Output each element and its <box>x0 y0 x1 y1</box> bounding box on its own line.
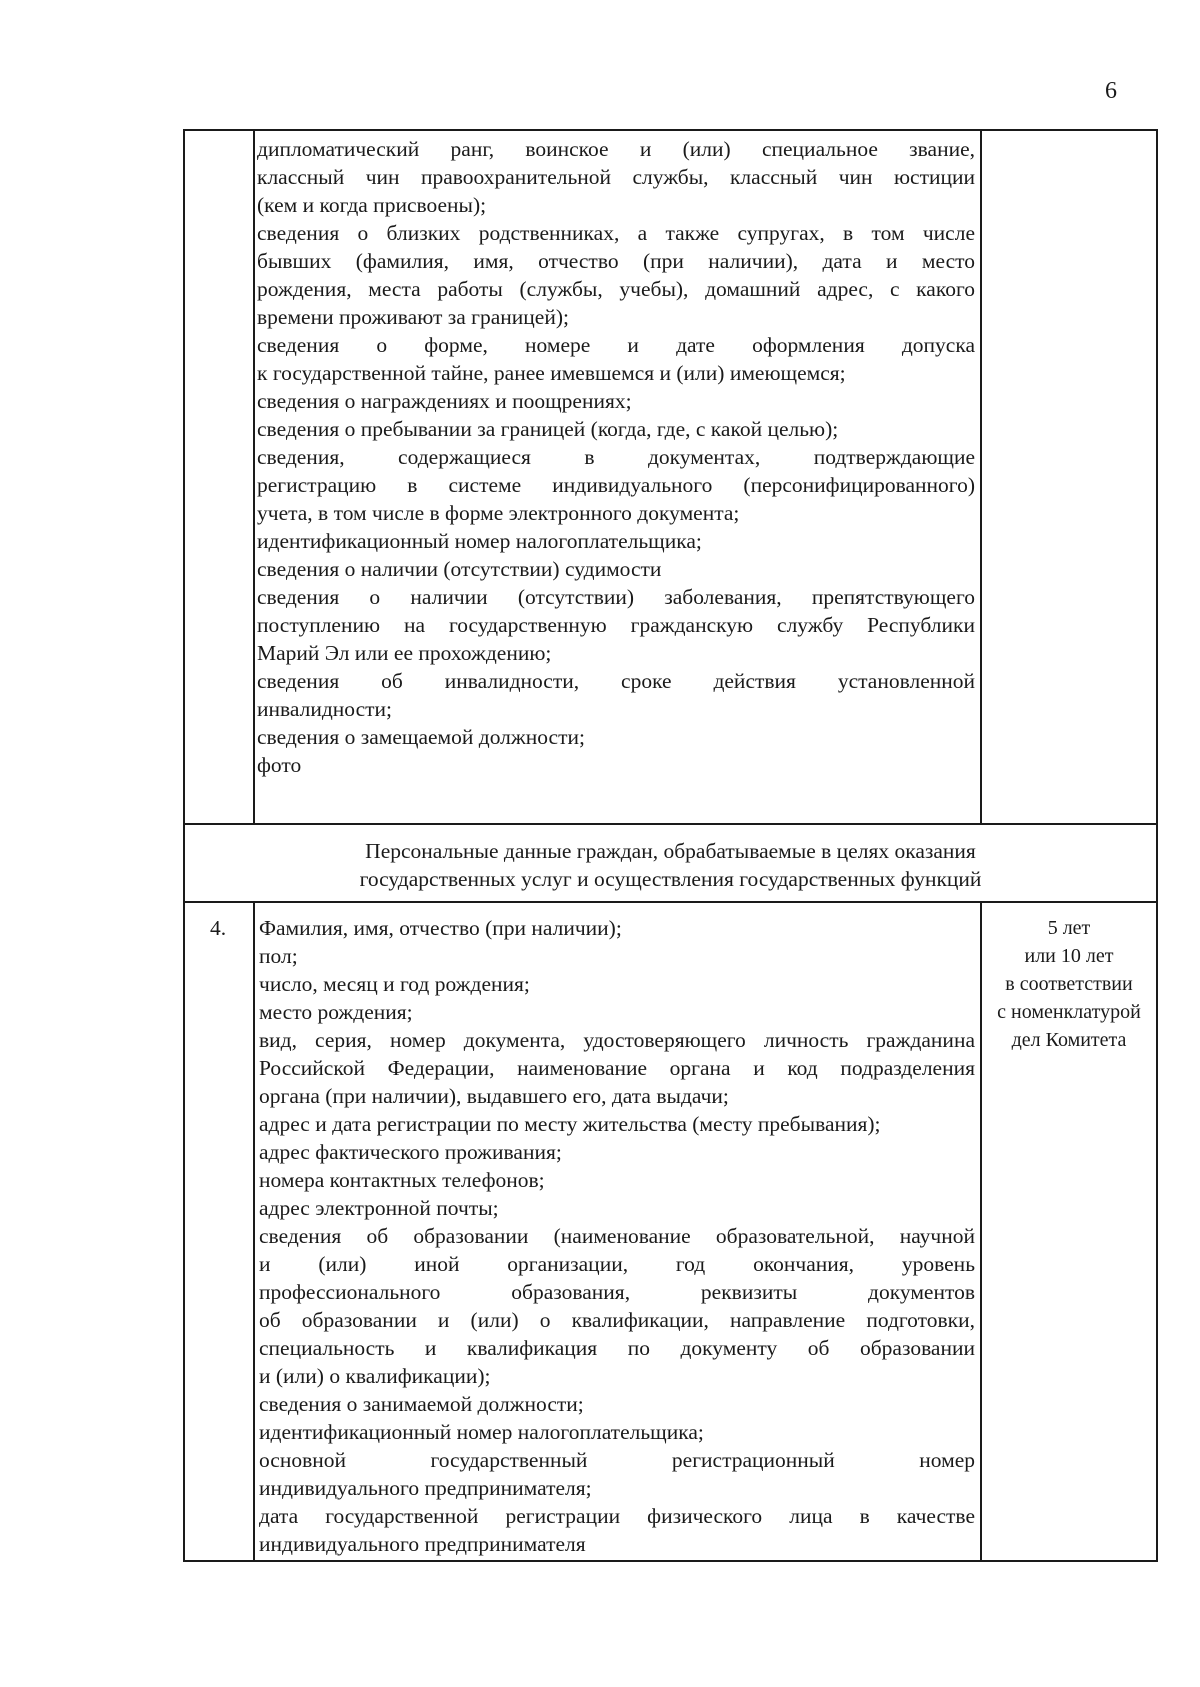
storage-term-line: дел Комитета <box>1011 1029 1127 1051</box>
section-heading-line: Персональные данные граждан, обрабатываемые в целях оказания <box>365 839 976 863</box>
text-line: идентификационный номер налогоплательщика; <box>259 1420 704 1444</box>
text-line: профессионального образования, реквизиты документов <box>259 1280 975 1304</box>
storage-term <box>980 914 1158 1054</box>
text-line: адрес и дата регистрации по месту жительства (месту пребывания); <box>259 1112 881 1136</box>
text-line: поступлению на государственную гражданскую службу Республики <box>257 613 975 637</box>
text-line: фото <box>257 753 302 777</box>
text-line: сведения о замещаемой должности; <box>257 725 585 749</box>
records-table <box>183 129 1158 1562</box>
column-divider <box>253 129 255 823</box>
text-line: (кем и когда присвоены); <box>257 193 487 217</box>
text-line: место рождения; <box>259 1000 413 1024</box>
text-line: сведения о занимаемой должности; <box>259 1392 584 1416</box>
text-line: рождения, места работы (службы, учебы), домашний адрес, с какого <box>257 277 975 301</box>
row-number: 4. <box>209 916 227 940</box>
text-line: дата государственной регистрации физического лица в качестве <box>259 1504 975 1528</box>
text-line: учета, в том числе в форме электронного документа; <box>257 501 740 525</box>
text-line: индивидуального предпринимателя <box>259 1532 586 1556</box>
column-divider <box>980 129 982 823</box>
text-line: сведения о наличии (отсутствии) судимости <box>257 557 662 581</box>
text-line: об образовании и (или) о квалификации, направление подготовки, <box>259 1308 975 1332</box>
text-line: сведения о пребывании за границей (когда, где, с какой целью); <box>257 417 839 441</box>
storage-term-line: с номенклатурой <box>997 1001 1141 1023</box>
text-line: и (или) о квалификации); <box>259 1364 491 1388</box>
text-line: сведения об образовании (наименование образовательной, научной <box>259 1224 975 1248</box>
text-line: идентификационный номер налогоплательщика; <box>257 529 702 553</box>
text-line: классный чин правоохранительной службы, классный чин юстиции <box>257 165 975 189</box>
text-line: сведения, содержащиеся в документах, подтверждающие <box>257 445 975 469</box>
storage-term-line: в соответствии <box>1005 973 1133 995</box>
text-line: к государственной тайне, ранее имевшемся и (или) имеющемся; <box>257 361 846 385</box>
text-line: сведения о награждениях и поощрениях; <box>257 389 632 413</box>
table-border-bottom <box>183 1560 1158 1562</box>
text-line: сведения о наличии (отсутствии) заболевания, препятствующего <box>257 585 975 609</box>
section-heading <box>183 837 1158 893</box>
text-line: Марий Эл или ее прохождению; <box>257 641 552 665</box>
text-line: вид, серия, номер документа, удостоверяющего личность гражданина <box>259 1028 975 1052</box>
text-line: адрес фактического проживания; <box>259 1140 562 1164</box>
text-line: инвалидности; <box>257 697 392 721</box>
text-line: число, месяц и год рождения; <box>259 972 530 996</box>
block2-description <box>259 914 975 1558</box>
text-line: дипломатический ранг, воинское и (или) специальное звание, <box>257 137 975 161</box>
text-line: и (или) иной организации, год окончания, уровень <box>259 1252 975 1276</box>
text-line: Российской Федерации, наименование органа и код подразделения <box>259 1056 975 1080</box>
storage-term-line: 5 лет <box>1047 917 1091 939</box>
text-line: органа (при наличии), выдавшего его, дата выдачи; <box>259 1084 729 1108</box>
text-line: индивидуального предпринимателя; <box>259 1476 592 1500</box>
text-line: Фамилия, имя, отчество (при наличии); <box>259 916 622 940</box>
text-line: времени проживают за границей); <box>257 305 569 329</box>
section-heading-line: государственных услуг и осуществления государственных функций <box>359 867 982 891</box>
text-line: специальность и квалификация по документу об образовании <box>259 1336 975 1360</box>
text-line: сведения об инвалидности, сроке действия установленной <box>257 669 975 693</box>
storage-term-line: или 10 лет <box>1024 945 1114 967</box>
text-line: регистрацию в системе индивидуального (персонифицированного) <box>257 473 975 497</box>
column-divider <box>253 901 255 1562</box>
text-line: сведения о близких родственниках, а также супругах, в том числе <box>257 221 975 245</box>
row-divider <box>183 901 1158 903</box>
table-border-top <box>183 129 1158 131</box>
text-line: адрес электронной почты; <box>259 1196 499 1220</box>
text-line: основной государственный регистрационный номер <box>259 1448 975 1472</box>
text-line: бывших (фамилия, имя, отчество (при наличии), дата и место <box>257 249 975 273</box>
row-divider <box>183 823 1158 825</box>
text-line: пол; <box>259 944 298 968</box>
text-line: сведения о форме, номере и дате оформления допуска <box>257 333 975 357</box>
page-number: 6 <box>1105 78 1117 104</box>
block1-description <box>257 135 975 779</box>
text-line: номера контактных телефонов; <box>259 1168 545 1192</box>
